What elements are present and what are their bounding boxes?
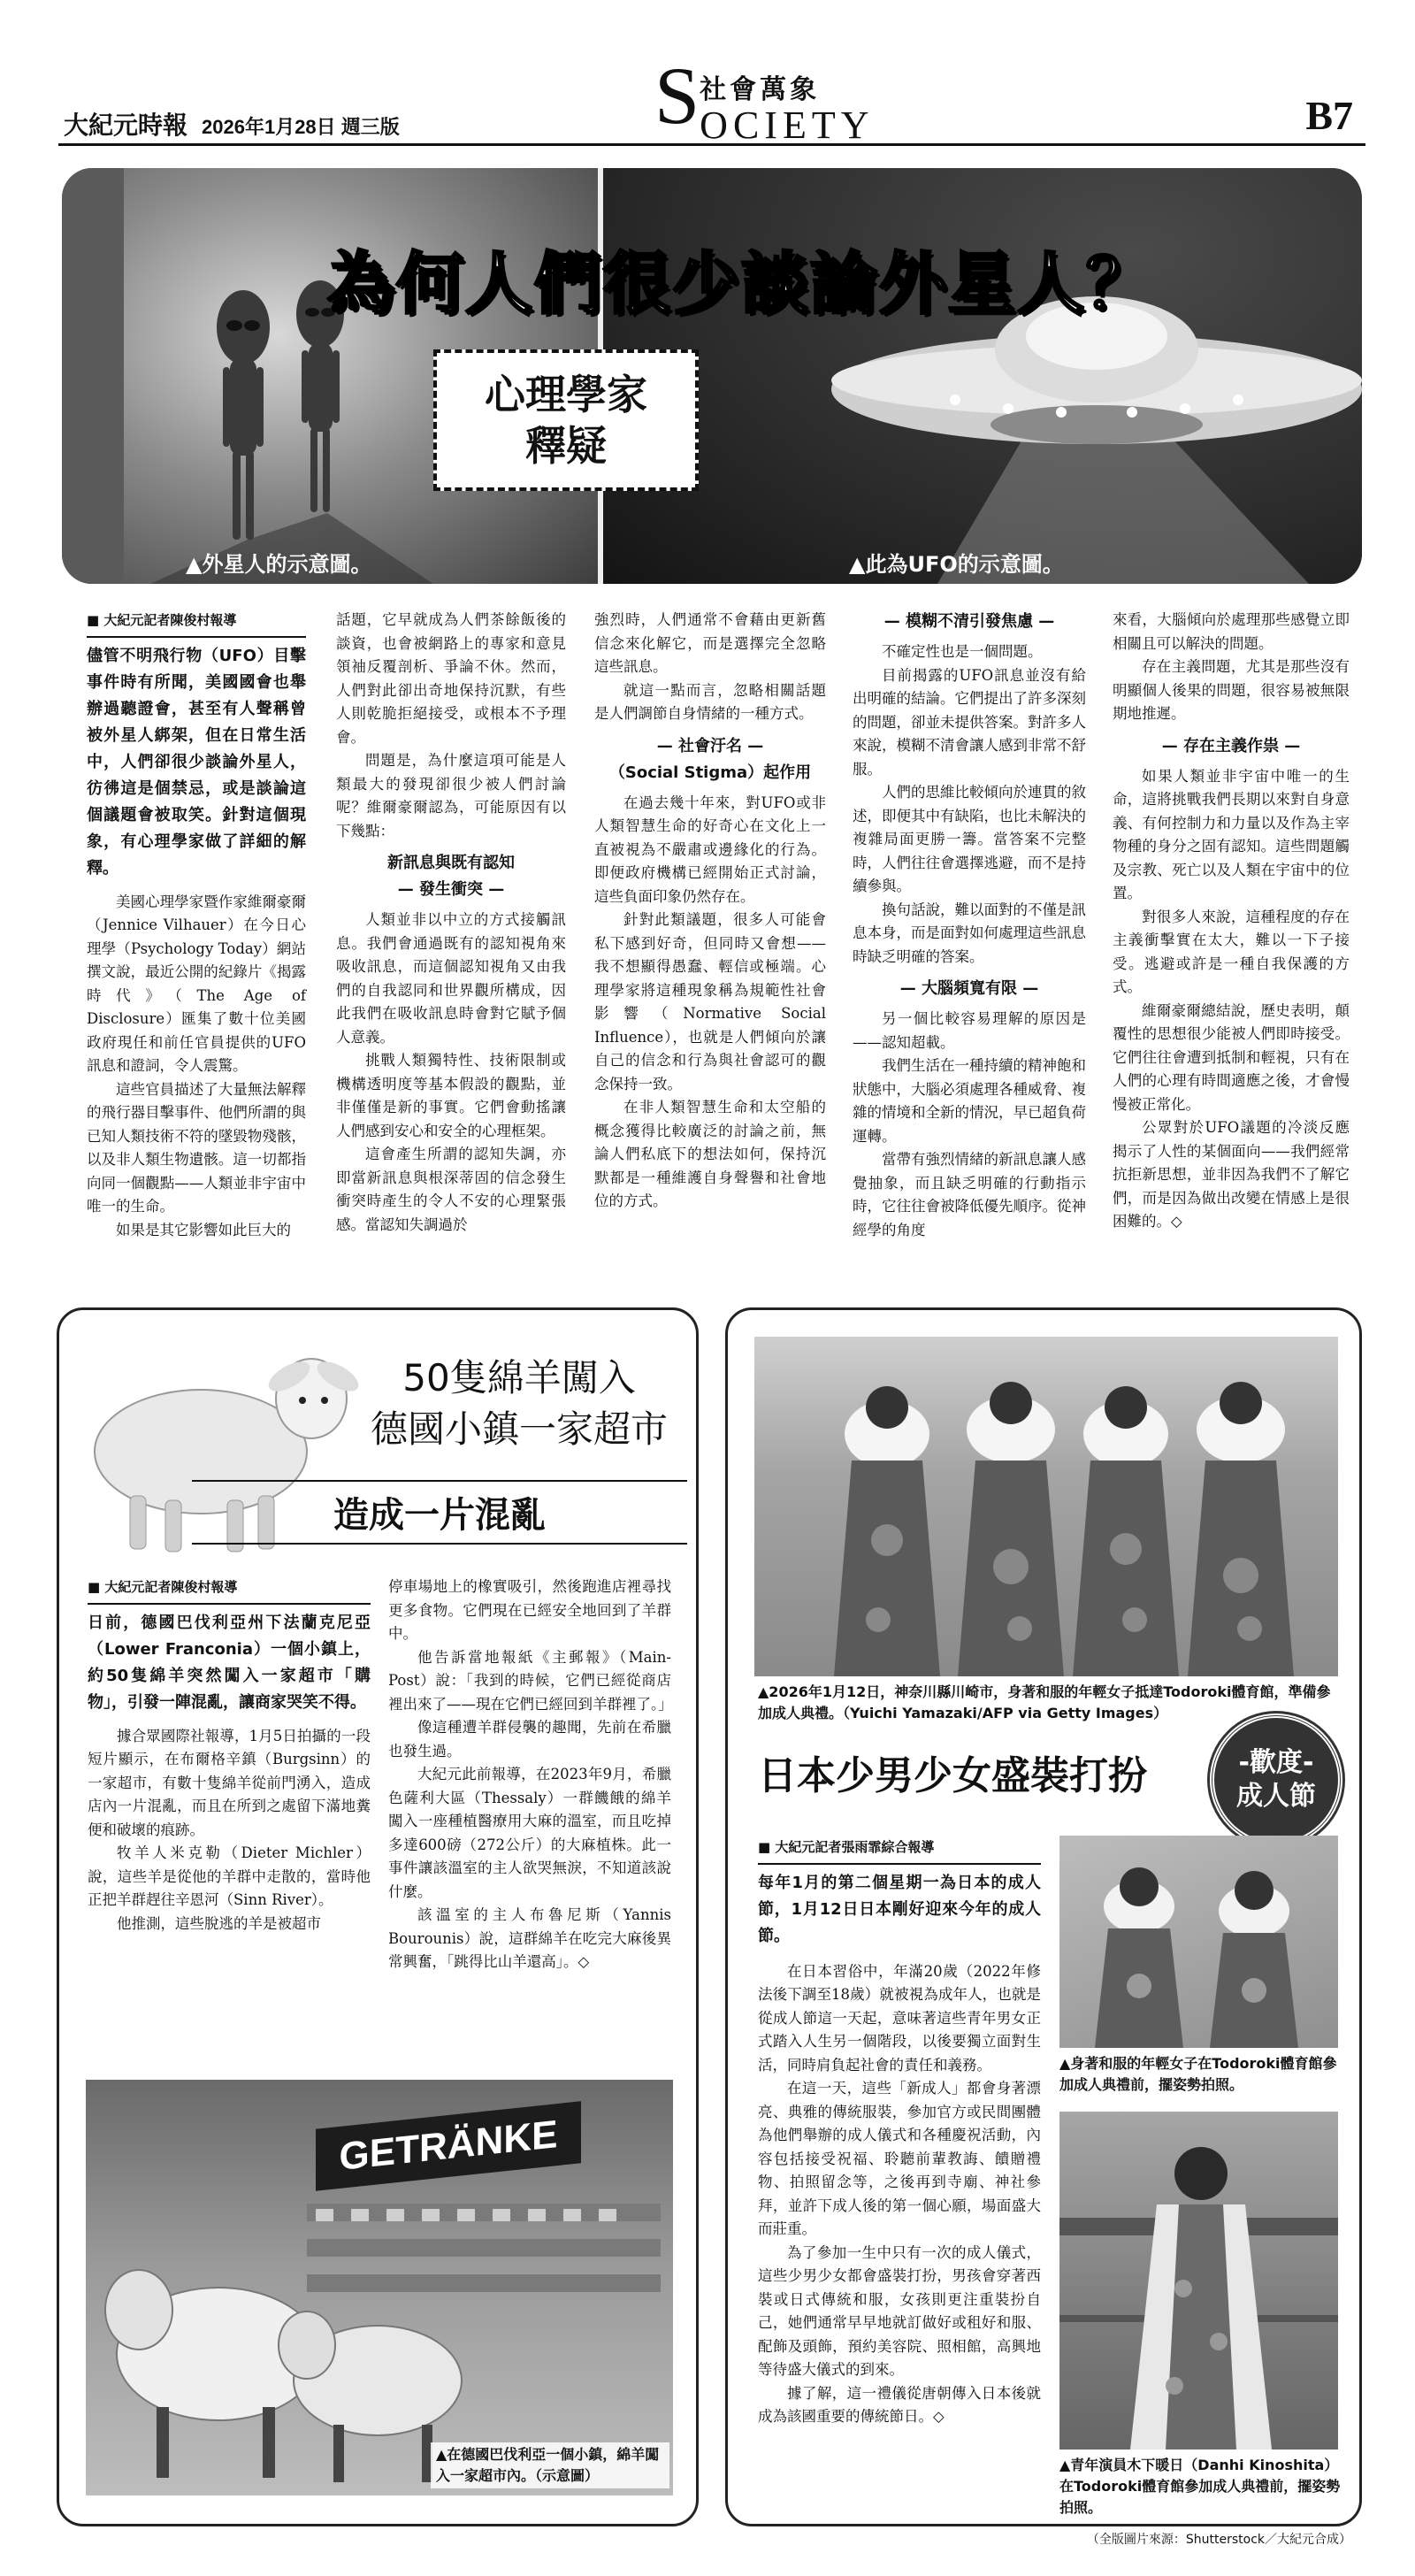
sheep-article-box: [57, 1307, 699, 2526]
coming-of-age-badge: [1210, 1714, 1342, 1846]
paragraph: 換句話說，難以面對的不僅是訊息本身，而是面對如何處理這些訊息時缺乏明確的答案。: [853, 901, 1086, 965]
kimono-pose-icon: [1059, 1836, 1338, 2048]
section-name-en: OCIETY: [700, 104, 875, 147]
paragraph: 美國心理學家暨作家維爾豪爾（Jennice Vilhauer）在今日心理學（Psychology Today）網站撰文說，最近公開的紀錄片《揭露時代》（The Age of Disclosure）匯集了數十位美國政府現任和前任官員提供的UFO訊息和證詞，令人震驚。: [87, 893, 306, 1074]
kimono-group-caption: ▲2026年1月12日，神奈川縣川崎市，身著和服的年輕女子抵達Todoroki體育館，準備參加成人典禮。（Yuichi Yamazaki/AFP via Getty Images）: [758, 1683, 1331, 1721]
paragraph: 據合眾國際社報導，1月5日拍攝的一段短片顯示，在布爾格辛鎮（Burgsinn）的一家超市，有數十隻綿羊從前門湧入，造成店內一片混亂，而且在所到之處留下滿地糞便和破壞的痕跡。: [88, 1727, 371, 1838]
sheep-photo-caption: ▲在德國巴伐利亞一個小鎮，綿羊闖入一家超市內。（示意圖）: [431, 2442, 669, 2488]
headline-aliens: 為何人們很少談論外星人？: [327, 244, 1155, 323]
paragraph: 在日本習俗中，年滿20歲（2022年修法後下調至18歲）就被視為成年人，也就是從成人節這一天起，意味著這些青年男女正式踏入人生另一個階段，以後要獨立面對生活，同時肩負起社會的責任和義務。: [758, 1962, 1041, 2074]
masthead-left: [64, 106, 400, 142]
masthead-rule: [58, 143, 1365, 146]
section-logo: [654, 50, 920, 147]
section-heading: — 存在主義作祟 —: [1161, 736, 1301, 755]
alien-caption: ▲外星人的示意圖。: [186, 552, 372, 577]
paragraph: 據了解，這一禮儀從唐朝傳入日本後就成為該國重要的傳統節日。◇: [758, 2384, 1041, 2425]
section-heading-line2: （Social Stigma）起作用: [608, 763, 812, 782]
sheep-headline: [351, 1353, 687, 1455]
kimono-pose-caption: ▲身著和服的年輕女子在Todoroki體育館參加成人典禮前，擺姿勢拍照。: [1059, 2055, 1337, 2093]
section-heading: [594, 733, 826, 786]
kimono-group-photo: [754, 1337, 1338, 1676]
page-number: B7: [1305, 93, 1353, 138]
paragraph: 這些官員描述了大量無法解釋的飛行器目擊事件、他們所謂的與已知人類技術不符的墜毀物殘骸，以及非人類生物遺骸。這一切都指向同一個觀點——人類並非宇宙中唯一的生命。: [87, 1080, 306, 1215]
japan-headline: 日本少男少女盛裝打扮: [758, 1753, 1147, 1798]
hakama-man-icon: [1059, 2112, 1338, 2450]
alien-column-4: [853, 609, 1086, 1242]
actor-caption: ▲青年演員木下暖日（Danhi Kinoshita）在Todoroki體育館參加成人典禮前，擺姿勢拍照。: [1059, 2457, 1341, 2516]
paragraph: 停車場地上的橡實吸引，然後跑進店裡尋找更多食物。它們現在已經安全地回到了羊群中。: [388, 1578, 671, 1642]
paragraph: 牧羊人米克勒（Dieter Michler）說，這些羊是從他的羊群中走散的，當時他正把羊群趕往辛恩河（Sinn River）。: [88, 1844, 371, 1908]
subhead-line2: 釋疑: [525, 422, 607, 470]
psychologist-explains-box: [433, 349, 699, 491]
paragraph: 維爾豪爾總結說，歷史表明，顛覆性的思想很少能被人們即時接受。它們往往會遭到抵制和輕視，只有在人們的心理有時間適應之後，才會慢慢被正常化。: [1113, 1001, 1350, 1113]
paragraph: 我們生活在一種持續的精神飽和狀態中，大腦必須處理各種威脅、複雜的情境和全新的情況，早已超負荷運轉。: [853, 1057, 1086, 1145]
paragraph: 針對此類議題，很多人可能會私下感到好奇，但同時又會想——我不想顯得愚蠢、輕信或極端。心理學家將這種現象稱為規範性社會影響（Normative Social Influence），也就是人們傾向於讓自己的信念和行為與社會認可的觀念保持一致。: [594, 911, 826, 1092]
paragraph: 人類並非以中立的方式接觸訊息。我們會通過既有的認知視角來吸收訊息，而這個認知視角又由我們的自我認同和世界觀所構成，因此我們在吸收訊息時會對它賦予個人意義。: [336, 911, 566, 1046]
photo-credit: （全版圖片來源：Shutterstock／大紀元合成）: [1086, 2533, 1351, 2547]
alien-column-5: [1113, 609, 1350, 1234]
paragraph: 目前揭露的UFO訊息並沒有給出明確的結論。它們提出了許多深刻的問題，卻並未提供答案。對許多人來說，模糊不清會讓人感到非常不舒服。: [853, 666, 1086, 778]
sheep-byline: ■ 大紀元記者陳俊村報導: [88, 1576, 371, 1605]
paragraph: 在過去幾十年來，對UFO或非人類智慧生命的好奇心在文化上一直被視為不嚴肅或邊緣化的行為。即便政府機構已經開始正式討論，這些負面印象仍然存在。: [594, 794, 826, 905]
section-initial: S: [654, 50, 700, 141]
sheep-headline-line2: 德國小鎮一家超市: [370, 1407, 668, 1451]
japan-column: [758, 1836, 1041, 2429]
sheep-lead: 日前，德國巴伐利亞州下法蘭克尼亞（Lower Franconia）一個小鎮上，約50隻綿羊突然闖入一家超市「購物」，引發一陣混亂，讓商家哭笑不得。: [88, 1613, 371, 1712]
paragraph: 他告訴當地報紙《主郵報》（Main-Post）說：「我到的時候，它們已經從商店裡出來了——現在它們已經回到羊群裡了。」: [388, 1648, 673, 1713]
paragraph: 如果是其它影響如此巨大的: [116, 1221, 291, 1238]
section-heading-line2: — 發生衝突 —: [397, 880, 505, 899]
ufo-caption: ▲此為UFO的示意圖。: [849, 552, 1064, 577]
sheep-headline-line1: 50隻綿羊闖入: [402, 1356, 636, 1399]
japan-article-box: [725, 1307, 1362, 2526]
paragraph: 挑戰人類獨特性、技術限制或機構透明度等基本假設的觀點，並非僅僅是新的事實。它們會動搖讓人們感到安心和安全的心理框架。: [336, 1052, 566, 1139]
paragraph: 強烈時，人們通常不會藉由更新舊信念來化解它，而是選擇完全忽略這些訊息。: [594, 611, 826, 675]
paragraph: 他推測，這些脫逃的羊是被超市: [117, 1914, 321, 1932]
section-heading-line1: 新訊息與既有認知: [387, 854, 515, 872]
paragraph: 不確定性也是一個問題。: [882, 643, 1043, 660]
actor-photo: [1059, 2112, 1338, 2450]
paragraph: 為了參加一生中只有一次的成人儀式，這些少男少女都會盛裝打扮，男孩會穿著西裝或日式傳統和服，女孩則更注重裝扮自己，她們通常早早地就訂做好或租好和服、配飾及頭飾，預約美容院、照相館，高興地等待盛大儀式的到來。: [758, 2243, 1041, 2378]
subhead-line1: 心理學家: [485, 371, 647, 418]
sheep-column-2: [388, 1576, 671, 1974]
paragraph: 另一個比較容易理解的原因是——認知超載。: [853, 1010, 1086, 1051]
paragraph: 在非人類智慧生命和太空船的概念獲得比較廣泛的討論之前，無論人們私底下的想法如何，保持沉默都是一種維護自身聲譽和社會地位的方式。: [594, 1099, 826, 1209]
alien-byline: ■ 大紀元記者陳俊村報導: [87, 609, 306, 638]
paragraph: 人們的思維比較傾向於連貫的敘述，即便其中有缺陷，也比未解決的複雜局面更勝一籌。當答案不完整時，人們往往會選擇逃避，而不是持續參與。: [853, 784, 1086, 894]
badge-line1: -歡度-: [1238, 1747, 1314, 1778]
kimono-women-icon: [754, 1337, 1338, 1676]
paragraph: 公眾對於UFO議題的冷淡反應揭示了人性的某個面向——我們經常抗拒新思想，並非因為我們不了解它們，而是因為做出改變在情感上是很困難的。◇: [1113, 1119, 1350, 1230]
newspaper-name: 大紀元時報: [64, 112, 188, 140]
sheep-subheadline: 造成一片混亂: [192, 1480, 687, 1545]
hero-banner: [62, 168, 1362, 584]
paragraph: 就這一點而言，忽略相關話題是人們調節自身情緒的一種方式。: [594, 681, 826, 722]
section-heading: — 模糊不清引發焦慮 —: [883, 612, 1055, 631]
paragraph: 話題，它早就成為人們茶餘飯後的談資，也會被網路上的專家和意見領袖反覆剖析、爭論不休。然而，人們對此卻出奇地保持沉默，有些人則乾脆拒絕接受，或根本不予理會。: [336, 611, 566, 746]
paragraph: 該溫室的主人布魯尼斯（Yannis Bourounis）說，這群綿羊在吃完大麻後異常興奮，「跳得比山羊還高」。◇: [388, 1906, 671, 1970]
sheep-supermarket-photo: [86, 2080, 673, 2496]
paragraph: 存在主義問題，尤其是那些沒有明顯個人後果的問題，很容易被無限期地推遲。: [1113, 658, 1350, 722]
section-name-zh: 社會萬象: [700, 74, 821, 105]
issue-date: 2026年1月28日 週三版: [202, 116, 400, 138]
paragraph: 來看，大腦傾向於處理那些感覺立即相關且可以解決的問題。: [1113, 611, 1350, 652]
paragraph: 如果人類並非宇宙中唯一的生命，這將挑戰我們長期以來對自身意義、有何控制力和力量以及作為主宰物種的身分之固有認知。這些問題觸及宗教、死亡以及人類在宇宙中的位置。: [1113, 767, 1350, 901]
section-heading-line1: — 社會汙名 —: [656, 736, 764, 755]
alien-column-2: [336, 609, 566, 1237]
kimono-pose-photo: [1059, 1836, 1338, 2048]
sheep-column-1: [88, 1576, 371, 1936]
alien-column-3: [594, 609, 826, 1214]
japan-lead: 每年1月的第二個星期一為日本的成人節，1月12日日本剛好迎來今年的成人節。: [758, 1873, 1041, 1945]
paragraph: 在這一天，這些「新成人」都會身著漂亮、典雅的傳統服裝，參加官方或民間團體為他們舉辦的成人儀式和各種慶祝活動，內容包括接受祝福、聆聽前輩教誨、饋贈禮物、拍照留念等，之後再到寺廟、神社參拜，並許下成人後的第一個心願，場面盛大而莊重。: [758, 2080, 1041, 2237]
paragraph: 大紀元此前報導，在2023年9月，希臘色薩利大區（Thessaly）一群饑餓的綿羊闖入一座種植醫療用大麻的溫室，而且吃掉多達600磅（272公斤）的大麻植株。此一事件讓該溫室的主人欲哭無淚，不知道該說什麼。: [388, 1766, 671, 1900]
section-heading: [336, 850, 566, 903]
alien-lead: 儘管不明飛行物（UFO）目擊事件時有所聞，美國國會也舉辦過聽證會，甚至有人聲稱曾被外星人綁架，但在日常生活中，人們卻很少談論外星人，彷彿這是個禁忌，或是談論這個議題會被取笑。針對這個現象，有心理學家做了詳細的解釋。: [87, 646, 306, 878]
paragraph: 這會產生所謂的認知失調，亦即當新訊息與根深蒂固的信念發生衝突時產生的令人不安的心理緊張感。當認知失調過於: [336, 1146, 566, 1233]
paragraph: 像這種遭羊群侵襲的趣聞，先前在希臘也發生過。: [388, 1719, 671, 1760]
paragraph: 當帶有強烈情緒的新訊息讓人感覺抽象，而且缺乏明確的行動指示時，它往往會被降低優先順序。從神經學的角度: [853, 1151, 1086, 1238]
store-sign: GETRÄNKE: [316, 2101, 581, 2191]
japan-byline: ■ 大紀元記者張雨霏綜合報導: [758, 1836, 1041, 1865]
alien-column-1: [87, 609, 306, 1242]
paragraph: 問題是，為什麼這項可能是人類最大的發現卻很少被人們討論呢？維爾豪爾認為，可能原因有以下幾點：: [336, 752, 566, 840]
badge-line2: 成人節: [1236, 1781, 1316, 1812]
section-heading: — 大腦頻寬有限 —: [899, 979, 1039, 998]
paragraph: 對很多人來說，這種程度的存在主義衝擊實在太大，難以一下子接受。逃避或許是一種自我保護的方式。: [1113, 908, 1350, 995]
